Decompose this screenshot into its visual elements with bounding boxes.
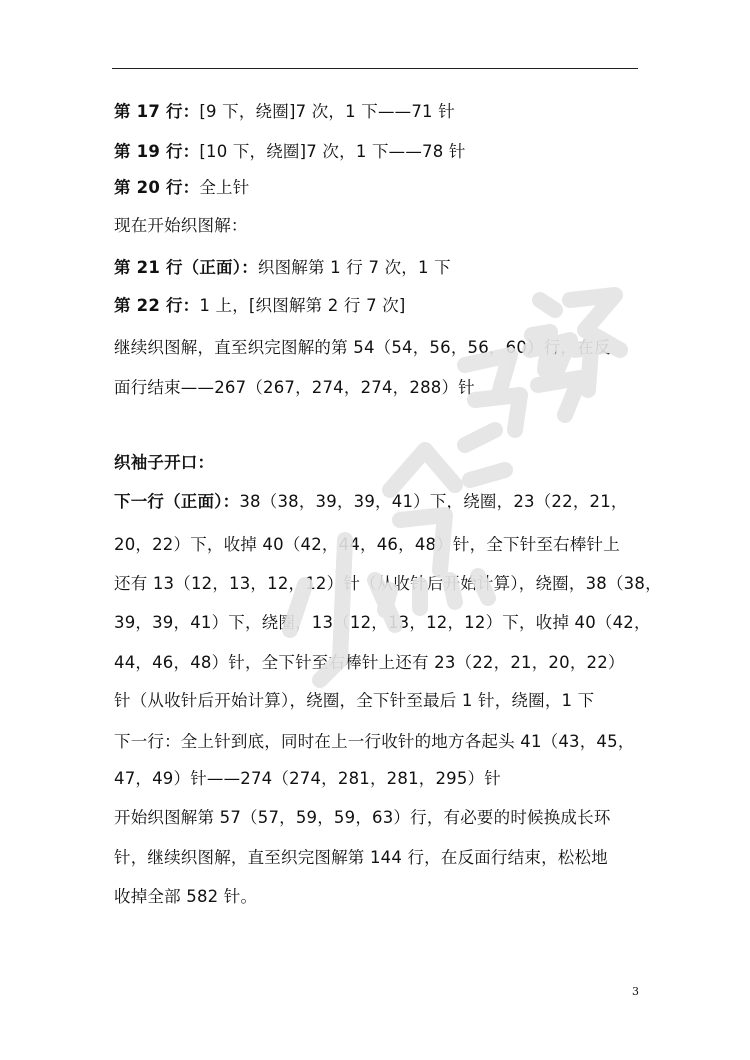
text-line bbox=[114, 377, 475, 399]
page-number: 3 bbox=[632, 985, 639, 998]
row-text: 还有 13（12，13，12，12）针（从收针后开始计算），绕圈，38（38， bbox=[114, 574, 662, 593]
row-text: 织图解第 1 行 7 次，1 下 bbox=[257, 258, 451, 277]
text-line bbox=[114, 177, 249, 199]
text-line bbox=[114, 534, 620, 556]
text-line bbox=[114, 101, 455, 123]
text-line bbox=[114, 337, 611, 359]
text-line bbox=[114, 612, 651, 634]
row-text: 继续织图解，直至织完图解的第 54（54，56，56，60）行，在反 bbox=[114, 338, 611, 357]
text-line bbox=[114, 690, 594, 712]
text-line bbox=[114, 573, 662, 595]
row-text: 下一行：全上针到底，同时在上一行收针的地方各起头 41（43，45， bbox=[114, 732, 635, 751]
row-text: 针，继续织图解，直至织完图解第 144 行，在反面行结束，松松地 bbox=[114, 848, 608, 867]
row-text: 收掉全部 582 针。 bbox=[114, 887, 258, 906]
row-label: 第 21 行（正面）： bbox=[114, 258, 258, 277]
row-label: 第 22 行： bbox=[114, 296, 200, 315]
row-text: 1 上，[织图解第 2 行 7 次] bbox=[199, 296, 406, 315]
row-text: 44，46，48）针，全下针至右棒针上还有 23（22，21，20，22） bbox=[114, 653, 625, 672]
row-text: [9 下，绕圈]7 次，1 下——71 针 bbox=[199, 102, 455, 121]
text-line bbox=[114, 652, 625, 674]
row-label: 第 20 行： bbox=[114, 178, 200, 197]
text-line bbox=[114, 491, 628, 513]
section-title: 织袖子开口： bbox=[114, 453, 215, 472]
text-line bbox=[114, 731, 635, 753]
row-text: 39，39，41）下，绕圈，13（12，13，12，12）下，收掉 40（42， bbox=[114, 613, 651, 632]
text-line bbox=[114, 886, 257, 908]
row-text: 47，49）针——274（274，281，281，295）针 bbox=[114, 769, 501, 788]
text-line bbox=[114, 141, 466, 163]
row-label: 第 19 行： bbox=[114, 142, 200, 161]
row-text: 针（从收针后开始计算），绕圈，全下针至最后 1 针，绕圈，1 下 bbox=[114, 691, 595, 710]
text-line bbox=[114, 215, 248, 237]
row-text: 现在开始织图解： bbox=[114, 216, 248, 235]
row-text: [10 下，绕圈]7 次，1 下——78 针 bbox=[199, 142, 466, 161]
text-line bbox=[114, 847, 608, 869]
text-line bbox=[114, 295, 406, 317]
row-label: 第 17 行： bbox=[114, 102, 200, 121]
row-text: 面行结束——267（267，274，274，288）针 bbox=[114, 378, 475, 397]
section-heading bbox=[114, 452, 214, 474]
header-rule bbox=[112, 68, 638, 69]
text-line bbox=[114, 807, 611, 829]
row-text: 20，22）下，收掉 40（42，44，46，48）针，全下针至右棒针上 bbox=[114, 535, 620, 554]
text-line bbox=[114, 768, 501, 790]
row-text: 38（38，39，39，41）下，绕圈，23（22，21， bbox=[239, 492, 628, 511]
row-text: 全上针 bbox=[199, 178, 250, 197]
text-line bbox=[114, 257, 451, 279]
row-label: 下一行（正面）： bbox=[114, 492, 240, 511]
row-text: 开始织图解第 57（57，59，59，63）行，有必要的时候换成长环 bbox=[114, 808, 611, 827]
